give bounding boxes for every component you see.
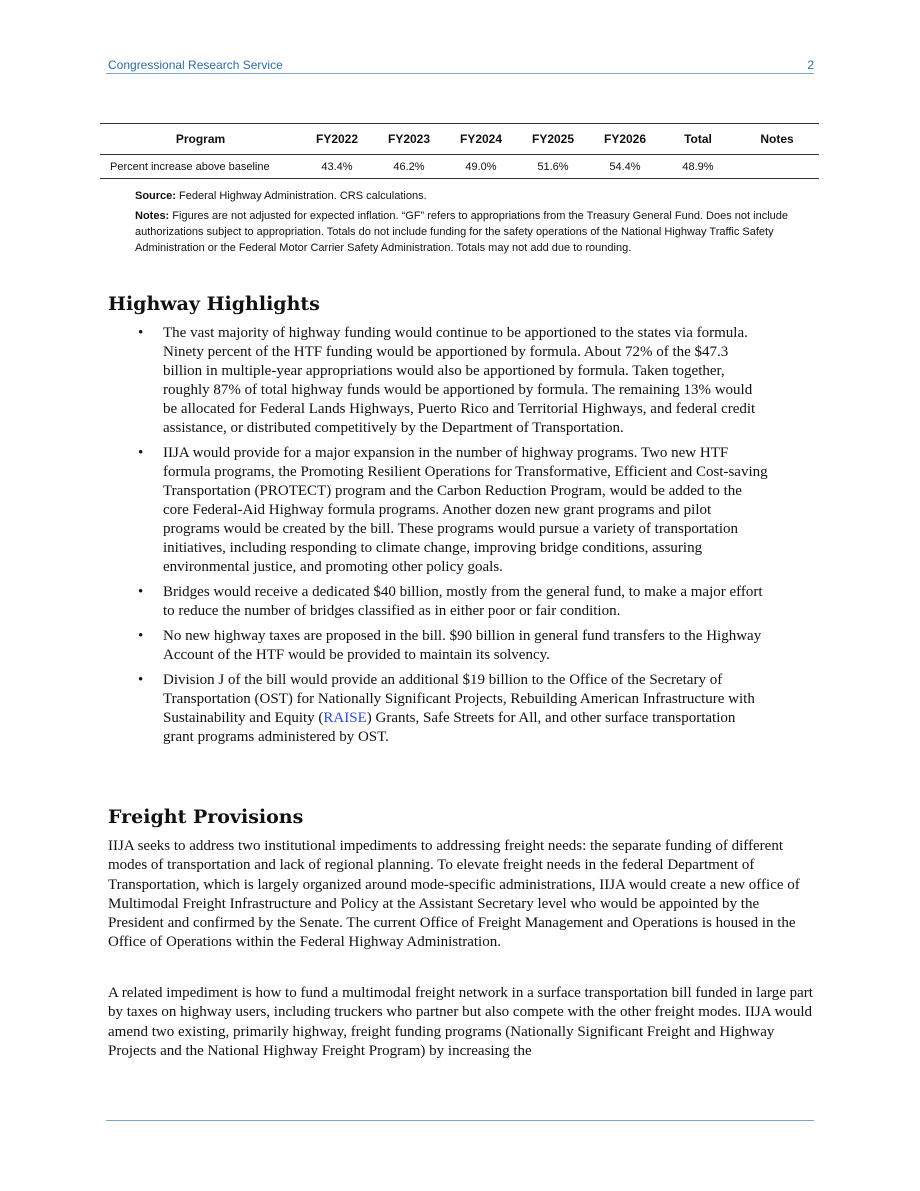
column-header: FY2024 (445, 124, 517, 155)
table-notes (135, 208, 815, 256)
highway-bullet-list (108, 324, 768, 753)
header-rule (106, 73, 814, 74)
bullet-text-before: Division J of the bill would provide an additional $19 billion to the Office of the Secretary of Transportation (OST) for Nationally Significant Projects, Rebuilding American Infrastructure with Sustainability and Equity ( (163, 672, 755, 726)
bullet-icon: • (138, 584, 144, 600)
bullet-text-after: ) Grants, Safe Streets for All, and other surface transportation grant programs administered by OST. (163, 710, 736, 745)
column-header: Notes (735, 124, 819, 155)
notes-text: Figures are not adjusted for expected inflation. “GF” refers to appropriations from the Treasury General Fund. Does not include authorizations subject to appropriation. Totals do not include funding for the safety operations of the National Highway Traffic Safety Administration or the Federal Motor Carrier Safety Administration. Totals may not add due to rounding. (135, 210, 788, 254)
column-header: FY2026 (589, 124, 661, 155)
column-header: Program (100, 124, 301, 155)
table-cell: Percent increase above baseline (100, 155, 301, 179)
section-heading-freight-provisions: Freight Provisions (108, 806, 304, 828)
bullet-text: Bridges would receive a dedicated $40 billion, mostly from the general fund, to make a major effort to reduce the number of bridges classified as in either poor or fair condition. (163, 584, 763, 619)
table-cell: 54.4% (589, 155, 661, 179)
bullet-text: The vast majority of highway funding would continue to be apportioned to the states via formula. Ninety percent of the HTF funding would be apportioned by formula. About 72% of the $47.3 billion in multiple-year appropriations would also be apportioned by formula. Taken together, roughly 87% of total highway funds would be apportioned by formula. The remaining 13% would be allocated for Federal Lands Highways, Puerto Rico and Territorial Highways, and federal credit assistance, or distributed competitively by the Department of Transportation. (163, 325, 756, 436)
list-item (108, 444, 768, 577)
list-item (108, 627, 768, 665)
header-page-number: 2 (807, 58, 814, 72)
table-cell (735, 155, 819, 179)
table-cell: 46.2% (373, 155, 445, 179)
paragraph: IIJA seeks to address two institutional impediments to addressing freight needs: the separate funding of different modes of transportation and lack of regional planning. To elevate freight needs in the federal Department of Transportation, which is largely organized around mode-specific administrations, IIJA would create a new office of Multimodal Freight Infrastructure and Policy at the Assistant Secretary level who would be appointed by the President and confirmed by the Senate. The current Office of Freight Management and Operations is housed in the Office of Operations within the Federal Highway Administration. (108, 838, 800, 951)
column-header: FY2025 (517, 124, 589, 155)
table-header-row (100, 124, 819, 155)
page-header (108, 58, 814, 74)
bullet-icon: • (138, 325, 144, 341)
paragraph: A related impediment is how to fund a multimodal freight network in a surface transportation bill funded in large part by taxes on highway users, including truckers who partner but also compete with the other freight modes. IIJA would amend two existing, primarily highway, freight funding programs (Nationally Significant Freight and Highway Projects and the National Highway Freight Program) by increasing the (108, 985, 813, 1059)
list-item (108, 671, 768, 747)
column-header: Total (661, 124, 735, 155)
bullet-icon: • (138, 672, 144, 688)
column-header: FY2023 (373, 124, 445, 155)
table-source (135, 188, 815, 204)
notes-label: Notes: (135, 210, 170, 222)
table-cell: 49.0% (445, 155, 517, 179)
bullet-icon: • (138, 445, 144, 461)
header-publisher: Congressional Research Service (108, 58, 283, 72)
bullet-icon: • (138, 628, 144, 644)
raise-link[interactable]: RAISE (323, 710, 367, 726)
section-heading-highway-highlights: Highway Highlights (108, 293, 320, 315)
source-text: Federal Highway Administration. CRS calculations. (175, 190, 427, 202)
table-cell: 43.4% (301, 155, 373, 179)
funding-table (100, 123, 819, 179)
table-row (100, 155, 819, 179)
list-item (108, 324, 768, 438)
bullet-text: IIJA would provide for a major expansion in the number of highway programs. Two new HTF formula programs, the Promoting Resilient Operations for Transformative, Efficient and Cost-saving Transportation (PROTECT) program and the Carbon Reduction Program, would be added to the core Federal-Aid Highway formula programs. Another dozen new grant programs and pilot programs would be created by the bill. These programs would pursue a variety of transportation initiatives, including responding to climate change, improving bridge conditions, assuring environmental justice, and promoting other policy goals. (163, 445, 768, 575)
footer-rule (106, 1120, 814, 1121)
table-cell: 48.9% (661, 155, 735, 179)
source-label: Source: (135, 190, 176, 202)
table-cell: 51.6% (517, 155, 589, 179)
list-item (108, 583, 768, 621)
column-header: FY2022 (301, 124, 373, 155)
bullet-text: No new highway taxes are proposed in the bill. $90 billion in general fund transfers to the Highway Account of the HTF would be provided to maintain its solvency. (163, 628, 762, 663)
